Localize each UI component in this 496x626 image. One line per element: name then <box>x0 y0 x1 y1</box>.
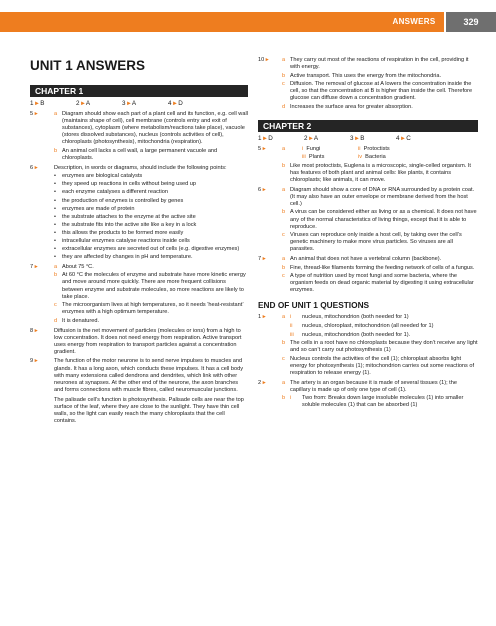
running-header <box>0 12 496 32</box>
arrow-icon: ▸ <box>355 135 359 143</box>
kingdom-row: i Fungi ii Protoctists <box>302 146 390 153</box>
answer-part-a: a The artery is an organ because it is made of several tissues (1); the capillary is made up of only one type of cell (1). <box>282 379 457 393</box>
chapter1-heading: CHAPTER 1 <box>30 85 248 97</box>
question-number: 6 ▸ <box>258 186 266 193</box>
arrow-icon: ▸ <box>173 100 177 107</box>
answer-q9 <box>30 358 248 425</box>
answer-eou-q1 <box>258 314 478 377</box>
mc-answer: 4 ▸ C <box>396 135 411 143</box>
answer-part-b: b The cells in a root have no chloroplasts because they don’t receive any light and so can’t carry out photosynthesis (1) <box>282 340 478 354</box>
mc-answer <box>76 99 122 108</box>
answer-part-c: c The microorganism lives at high temperatures, so it needs ‘heat-resistant’ enzymes with a high optimum temperature. <box>54 302 244 316</box>
mc-letter: B <box>40 100 45 107</box>
answer-part-c: c Diffusion. The removal of glucose at A lowers the concentration inside the cell, so that the concentration at B is higher than inside the cell. Therefore glucose can diffuse down a concentration gradient. <box>282 81 473 102</box>
mc-number: 1 <box>30 100 34 107</box>
mc-number: 4 <box>168 100 172 107</box>
answer-q5-ch2 <box>258 146 478 184</box>
answer-q6 <box>30 165 248 262</box>
question-number: 1 ▸ <box>258 314 266 321</box>
mc-number: 3 <box>122 100 126 107</box>
answer-text: Diffusion is the net movement of particles (molecules or ions) from a high to low concentration. It does not need energy from respiration. Active transport uses energy from respiration to transport particles against a concentration gradient. <box>54 327 242 355</box>
question-number: 5 ▸ <box>30 111 38 117</box>
arrow-icon: ▸ <box>309 135 313 143</box>
answer-part-b-i: b i Two from: Breaks down large insoluble molecules (1) into smaller soluble molecules (1) that can be absorbed (1) <box>282 395 464 409</box>
answer-part-a-ii: ii nucleus, chloroplast, mitochondrion (all needed for 1) <box>290 323 434 330</box>
arrow-icon: ▸ <box>81 100 85 107</box>
answer-part-c: c A type of nutrition used by most fungi and some bacteria, where the organism feeds on dead organic material by digesting it using extracellular enzymes. <box>282 273 474 294</box>
answer-part-a-iii: iii nucleus, mitochondrion (both needed for 1). <box>290 331 411 338</box>
left-column <box>30 85 248 428</box>
answer-part-b: b At 60 °C the molecules of enzyme and substrate have more kinetic energy and move around more quickly. There are more frequent collisions between enzyme and substrate molecules, so more reactions are likely to take place. <box>54 272 246 300</box>
arrow-icon: ▸ <box>263 135 267 143</box>
list-item: • extracellular enzymes are secreted out of cells (e.g. digestive enzymes) <box>54 246 248 253</box>
mc-answer <box>30 99 76 108</box>
chapter2-heading: CHAPTER 2 <box>258 120 478 132</box>
right-column <box>258 57 478 412</box>
mc-answer <box>168 99 214 108</box>
mc-number: 2 <box>76 100 80 107</box>
list-item: • each enzyme catalyses a different reaction <box>54 189 248 196</box>
answer-q7 <box>30 264 248 325</box>
end-of-unit-heading: END OF UNIT 1 QUESTIONS <box>258 300 370 311</box>
answer-q6-ch2 <box>258 187 478 254</box>
list-item: • the production of enzymes is controlled by genes <box>54 198 248 205</box>
arrow-icon: ▸ <box>127 100 131 107</box>
mc-answer: 1 ▸ D <box>258 135 273 143</box>
answer-part-a: a About 75 °C. <box>54 263 94 270</box>
question-number: 9 ▸ <box>30 358 38 365</box>
chapter2-mc-answers <box>258 134 478 143</box>
page-title: UNIT 1 ANSWERS <box>30 58 146 73</box>
answer-part-b: b A virus can be considered either as living or as a chemical. It does not have any of the normal characteristics of living things, except that it is able to reproduce. <box>282 209 477 230</box>
list-item: • this allows the products to be formed more easily <box>54 230 248 237</box>
answer-part-a: a An animal that does not have a vertebral column (backbone). <box>282 255 442 262</box>
answer-eou-q2 <box>258 380 478 410</box>
mc-letter: A <box>85 100 91 107</box>
question-number: 2 ▸ <box>258 379 266 386</box>
answer-intro: Description, in words or diagrams, should include the following points: <box>54 164 227 171</box>
list-item: • intracellular enzymes catalyse reactions inside cells <box>54 238 248 245</box>
mc-answer <box>122 99 168 108</box>
answer-part-c: c Viruses can reproduce only inside a host cell, by taking over the cell’s genetic machinery to make more virus particles. So viruses are all parasites. <box>282 232 462 253</box>
arrow-icon: ▸ <box>401 135 405 143</box>
answer-q5 <box>30 111 248 162</box>
list-item: • enzymes are biological catalysts <box>54 173 248 180</box>
answer-part-b: b Fine, thread-like filaments forming the feeding network of cells of a fungus. <box>282 264 475 271</box>
answer-q8 <box>30 328 248 356</box>
answer-paragraph: The function of the motor neurone is to send nerve impulses to muscles and glands. It has a long axon, which conducts these impulses. It has a cell body with many extensions called dendrons and dendrites, which link with other neurones at synapses. At the other end of the neurone, the axon branches and forms connections with muscle fibres, called neuromuscular junctions. <box>54 358 244 393</box>
answer-part-b: b Active transport. This uses the energy from the mitochondria. <box>282 72 441 79</box>
question-number: 10 ▸ <box>258 57 269 63</box>
answer-part-a-i: a i nucleus, mitochondrion (both needed for 1) <box>282 314 409 321</box>
question-number: 8 ▸ <box>30 327 38 334</box>
mc-letter: D <box>178 100 183 107</box>
chapter1-mc-answers <box>30 99 248 108</box>
answer-part-a: a i Fungi ii Protoctists iii Plants iv Bacteria <box>282 146 478 161</box>
header-section-label: ANSWERS <box>384 12 444 32</box>
list-item: • they are affected by changes in pH and temperature. <box>54 254 248 261</box>
question-number: 6 ▸ <box>30 164 38 171</box>
mc-answer: 3 ▸ B <box>350 135 365 143</box>
list-item: • they speed up reactions in cells without being used up <box>54 181 248 188</box>
answer-part-a: a They carry out most of the reactions of respiration in the cell, providing it with energy. <box>282 57 469 71</box>
answer-part-a: a Diagram should show a core of DNA or RNA surrounded by a protein coat. (It may also have an outer envelope or membrane derived from the host cell.) <box>282 186 475 207</box>
answer-q7-ch2 <box>258 256 478 294</box>
list-item: • the substrate attaches to the enzyme at the active site <box>54 214 248 221</box>
question-number: 7 ▸ <box>258 255 266 262</box>
answer-paragraph: The palisade cell’s function is photosynthesis. Palisade cells are near the top surface of the leaf, where they are close to the sunlight. They have thin cell walls, so the light can easily reach the many chloroplasts that the cell contains. <box>54 396 244 425</box>
question-number: 7 ▸ <box>30 263 38 270</box>
answer-part-a: a Diagram should show each part of a plant cell and its function, e.g. cell wall (maintains shape of cell), cell membrane (controls entry and exit of substances), cytoplasm (where metabolism/reactions take place), vacuole (stores dissolved substances), nucleus (controls activities of cell), chloroplasts (photosynthesis), mitochondria (respiration). <box>54 111 248 146</box>
page-number: 329 <box>446 12 496 32</box>
kingdom-row: iii Plants iv Bacteria <box>302 154 386 161</box>
answer-part-c: c Nucleus controls the activities of the cell (1); chloroplast absorbs light energy for photosynthesis (1); mitochondrion carries out some reactions of respiration to release energy (1). <box>282 355 475 377</box>
answer-part-b: b Like most protoctists, Euglena is a microscopic, single-celled organism. It has features of both plant and animal cells: like plants, it contains chloroplasts; like animals, it can move. <box>282 162 471 184</box>
answer-part-d: d Increases the surface area for greater absorption. <box>282 104 413 111</box>
answer-part-d: d It is denatured. <box>54 317 100 324</box>
answer-q10 <box>258 57 478 111</box>
mc-answer: 2 ▸ A <box>304 135 319 143</box>
arrow-icon: ▸ <box>35 100 39 107</box>
mc-letter: A <box>131 100 137 107</box>
list-item: • enzymes are made of protein <box>54 206 248 213</box>
answer-part-b: b An animal cell lacks a cell wall, a large permanent vacuole and chloroplasts. <box>54 147 218 162</box>
list-item: • the substrate fits into the active site like a key in a lock <box>54 222 248 229</box>
header-accent-bar <box>0 12 384 32</box>
question-number: 5 ▸ <box>258 146 266 153</box>
